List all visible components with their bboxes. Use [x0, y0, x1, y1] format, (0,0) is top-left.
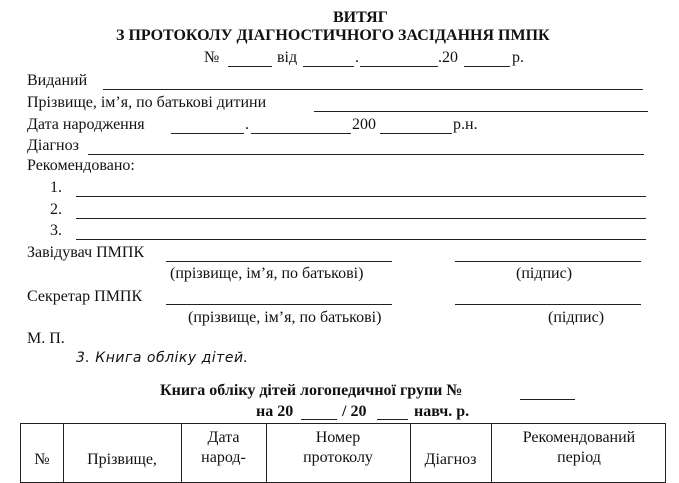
- group-number-field[interactable]: [520, 399, 575, 400]
- book-year-suffix: навч. р.: [414, 403, 470, 420]
- header-number: №: [34, 451, 50, 468]
- rec-item-3-number: 3.: [50, 222, 62, 239]
- birth-month-field[interactable]: [251, 133, 351, 134]
- birth-year-prefix: 200: [352, 116, 376, 133]
- header-protocol-line2: протоколу: [303, 449, 373, 466]
- book-year-mid: / 20: [342, 403, 367, 420]
- child-name-field[interactable]: [314, 111, 648, 112]
- head-name-field[interactable]: [166, 261, 392, 262]
- header-birth-line1: Дата: [207, 429, 240, 446]
- diagnosis-field[interactable]: [88, 154, 644, 155]
- header-period-line1: Рекомендований: [522, 429, 636, 446]
- head-sign-field[interactable]: [455, 261, 641, 262]
- book-year-prefix: на 20: [256, 403, 294, 420]
- document-title: ВИТЯГ: [333, 9, 388, 26]
- protocol-day-blank[interactable]: [303, 66, 354, 67]
- issued-label: Виданий: [27, 72, 88, 89]
- head-sign-caption: (підпис): [516, 265, 573, 282]
- rec-item-1-field[interactable]: [76, 196, 646, 197]
- secretary-label: Секретар ПМПК: [27, 288, 143, 305]
- protocol-year-suffix: р.: [512, 49, 524, 66]
- secretary-sign-field[interactable]: [455, 304, 641, 305]
- rec-item-2-number: 2.: [50, 201, 62, 218]
- header-protocol-line1: Номер: [315, 429, 361, 446]
- birth-day-field[interactable]: [171, 133, 244, 134]
- protocol-month-blank[interactable]: [360, 66, 438, 67]
- protocol-number-blank[interactable]: [228, 66, 272, 67]
- rec-item-1-number: 1.: [50, 179, 62, 196]
- protocol-number-prefix: №: [204, 49, 220, 66]
- book-year-from-field[interactable]: [301, 419, 337, 420]
- section-heading: 3. Книга обліку дітей.: [76, 350, 249, 366]
- children-register-table: [20, 423, 666, 483]
- protocol-year-prefix: .20: [438, 49, 458, 66]
- secretary-sign-caption: (підпис): [548, 309, 605, 326]
- birth-year-field[interactable]: [380, 133, 452, 134]
- head-name-caption: (прізвище, ім’я, по батькові): [170, 265, 364, 282]
- protocol-year-blank[interactable]: [464, 66, 510, 67]
- header-surname: Прізвище,: [87, 451, 157, 468]
- head-label: Завідувач ПМПК: [27, 244, 145, 261]
- header-birth-line2: народ-: [201, 449, 246, 466]
- secretary-name-caption: (прізвище, ім’я, по батькові): [188, 309, 382, 326]
- stamp-label: М. П.: [27, 330, 65, 347]
- rec-item-3-field[interactable]: [76, 239, 646, 240]
- book-title: Книга обліку дітей логопедичної групи №: [160, 382, 463, 399]
- issued-field[interactable]: [103, 89, 643, 90]
- birth-dot: .: [245, 116, 249, 133]
- protocol-from-word: від: [277, 49, 298, 66]
- header-diagnosis: Діагноз: [424, 451, 477, 468]
- secretary-name-field[interactable]: [166, 304, 392, 305]
- book-year-to-field[interactable]: [377, 419, 408, 420]
- protocol-dot: .: [355, 49, 359, 66]
- recommended-label: Рекомендовано:: [27, 157, 135, 174]
- rec-item-2-field[interactable]: [76, 218, 646, 219]
- header-period-line2: період: [557, 449, 601, 466]
- birth-date-label: Дата народження: [27, 116, 145, 133]
- birth-year-suffix: р.н.: [453, 116, 478, 133]
- document-subtitle: З ПРОТОКОЛУ ДІАГНОСТИЧНОГО ЗАСІДАННЯ ПМПК: [116, 27, 550, 44]
- diagnosis-label: Діагноз: [27, 137, 79, 154]
- child-name-label: Прізвище, ім’я, по батькові дитини: [27, 94, 267, 111]
